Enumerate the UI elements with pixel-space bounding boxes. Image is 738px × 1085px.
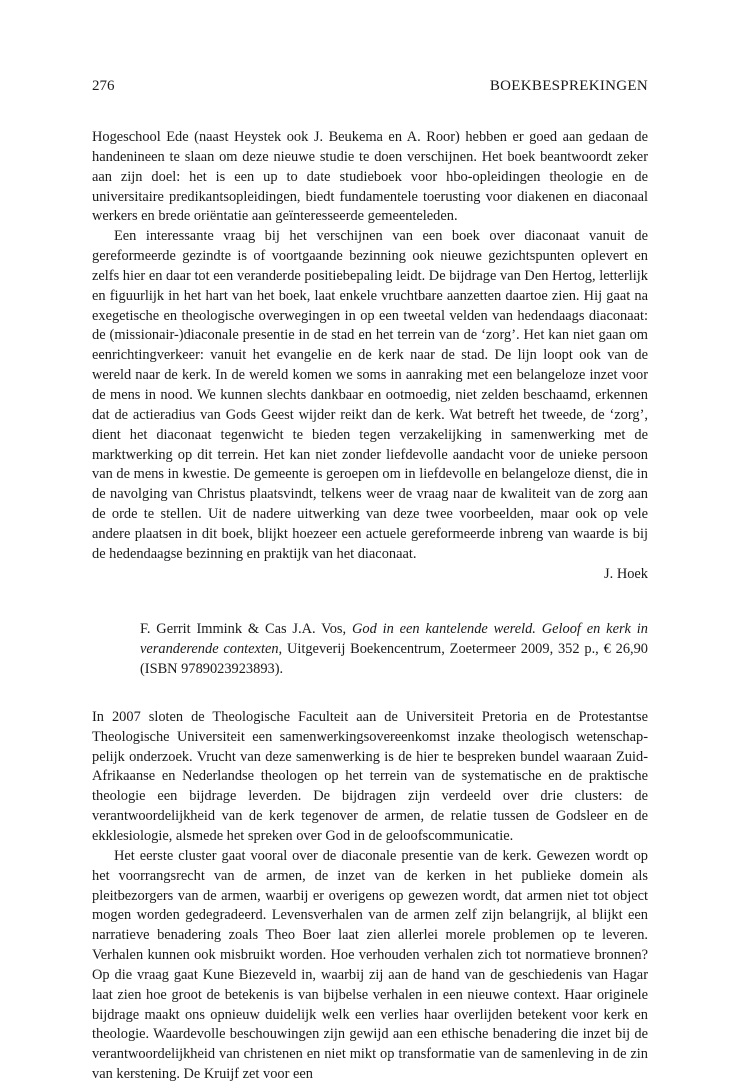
biblio-authors: F. Gerrit Immink & Cas J.A. Vos, [140, 621, 347, 638]
review2-paragraph-1: In 2007 sloten de Theologische Faculteit aan de Universiteit Pretoria en de Protestantse Theologische Universiteit een samenwerkingsovereenkomst inzake theologisch wetenschappelijk onderzoek. Vrucht van deze samenwerking is de hier te bespreken bundel waaraan Zuid-Afrikaanse en Nederlandse theologen op het terrein van de systematische en de praktische theologie een bijdrage leverden. De bijdragen zijn verdeeld over drie clusters: de verantwoordelijkheid van de kerk tegenover de armen, de relatie tussen de Godsleer en de ekklesiologie, alsmede het spreken over God in de geloofscommunicatie. [92, 708, 648, 844]
review1-signature: J. Hoek [604, 565, 648, 582]
book-page [92, 78, 648, 1085]
review1-paragraph-1: Hogeschool Ede (naast Heystek ook J. Beukema en A. Roor) hebben er goed aan gedaan de handenineen te slaan om deze nieuwe studie te doen verschijnen. Het boek beantwoordt zeker aan zijn doel: het is een up to date studieboek voor hbo-opleidingen theologie en de universitaire predikantsopleidingen, biedt fundamentele toerusting voor diakenen en diaconaal werkers en brede oriëntatie aan geïnteresseerde gemeenteleden. [92, 129, 648, 225]
running-title: BOEKBESPREKINGEN [489, 78, 648, 94]
biblio-title: God in een kantelende wereld. Geloof en kerk in veranderende contexten, [140, 621, 648, 658]
page-number: 276 [92, 78, 115, 94]
biblio-publication: Uitgeverij Boekencentrum, Zoetermeer 2009, 352 p., € 26,90 (ISBN 9789023923893). [140, 641, 648, 678]
review2-paragraph-2: Het eerste cluster gaat vooral over de diaconale presentie van de kerk. Gewezen wordt op het voorrangsrecht van de armen, de inzet van de kerken in het publieke domein als pleitbezorgers van de armen, waarbij er overigens op gewezen wordt, dat armen niet tot object mogen worden gedegradeerd. Levensverhalen van de armen zelf zijn belangrijk, al blijkt een narratieve benadering zoals Theo Boer laat zien allerlei morele problemen op te leveren. Verhalen kunnen ook misbruikt worden. Hoe verhouden verhalen zich tot normatieve bronnen? Op die vraag gaat Kune Biezeveld in, waarbij zij aan de hand van de geschiedenis van Hagar laat zien hoe groot de betekenis is van bijbelse verhalen in een nieuwe context. Haar originele bijdrage maakt ons opnieuw duidelijk welk een verlies haar overlijden betekent voor kerk en theologie. Waardevolle beschouwingen zijn gewijd aan een ethische benadering die inzet bij de verantwoordelijkheid van christenen en niet mikt op transformatie van de samenleving in de zin van kerstening. De Kruijf zet voor een [92, 847, 648, 1083]
running-header [92, 78, 648, 98]
review1-paragraph-2: Een interessante vraag bij het verschijnen van een boek over diaconaat vanuit de gereformeerde gezindte is of voortgaande bezinning ook nieuwe gezichtspunten oplevert en zelfs hier en daar tot een veranderde positiebepaling leidt. De bijdrage van Den Hertog, letterlijk en figuurlijk in het hart van het boek, laat enkele vruchtbare aanzetten daartoe zien. Hij gaat na exegetische en theologische overwegingen in op een tweetal velden van hedendaags diaconaat: de (missionair-)diaconale presentie in de stad en het terrein van de ‘zorg’. Het kan niet gaan om eenrichtingverkeer: vanuit het evangelie en de kerk naar de stad. De lijn loopt ook van de wereld naar de kerk. In de wereld komen we soms in aanraking met een belangeloze inzet voor de mens in nood. We kunnen slechts dankbaar en ootmoedig, niet zelden beschaamd, erkennen dat de actieradius van Gods Geest wijder reikt dan de kerk. Wat betreft het tweede, de ‘zorg’, dient het diaconaat tegenwicht te bieden tegen verzakelijking in samenwerking met de marktwerking op dit terrein. Het kan niet zonder liefdevolle aandacht voor de unieke persoon van de mens in kwestie. De gemeente is geroepen om in liefdevolle en belangeloze dienst, die in de navolging van Christus plaatsvindt, telkens weer de vraag naar de kwaliteit van de zorg aan de orde te stellen. Uit de nadere uitwerking van deze twee voorbeelden, maar ook op vele andere plaatsen in dit boek, blijkt hoezeer een actuele gereformeerde inbreng van waarde is bij de hedendaagse bezinning en praktijk van het diaconaat. [92, 228, 648, 562]
review2-bibliographic-entry [140, 620, 648, 680]
